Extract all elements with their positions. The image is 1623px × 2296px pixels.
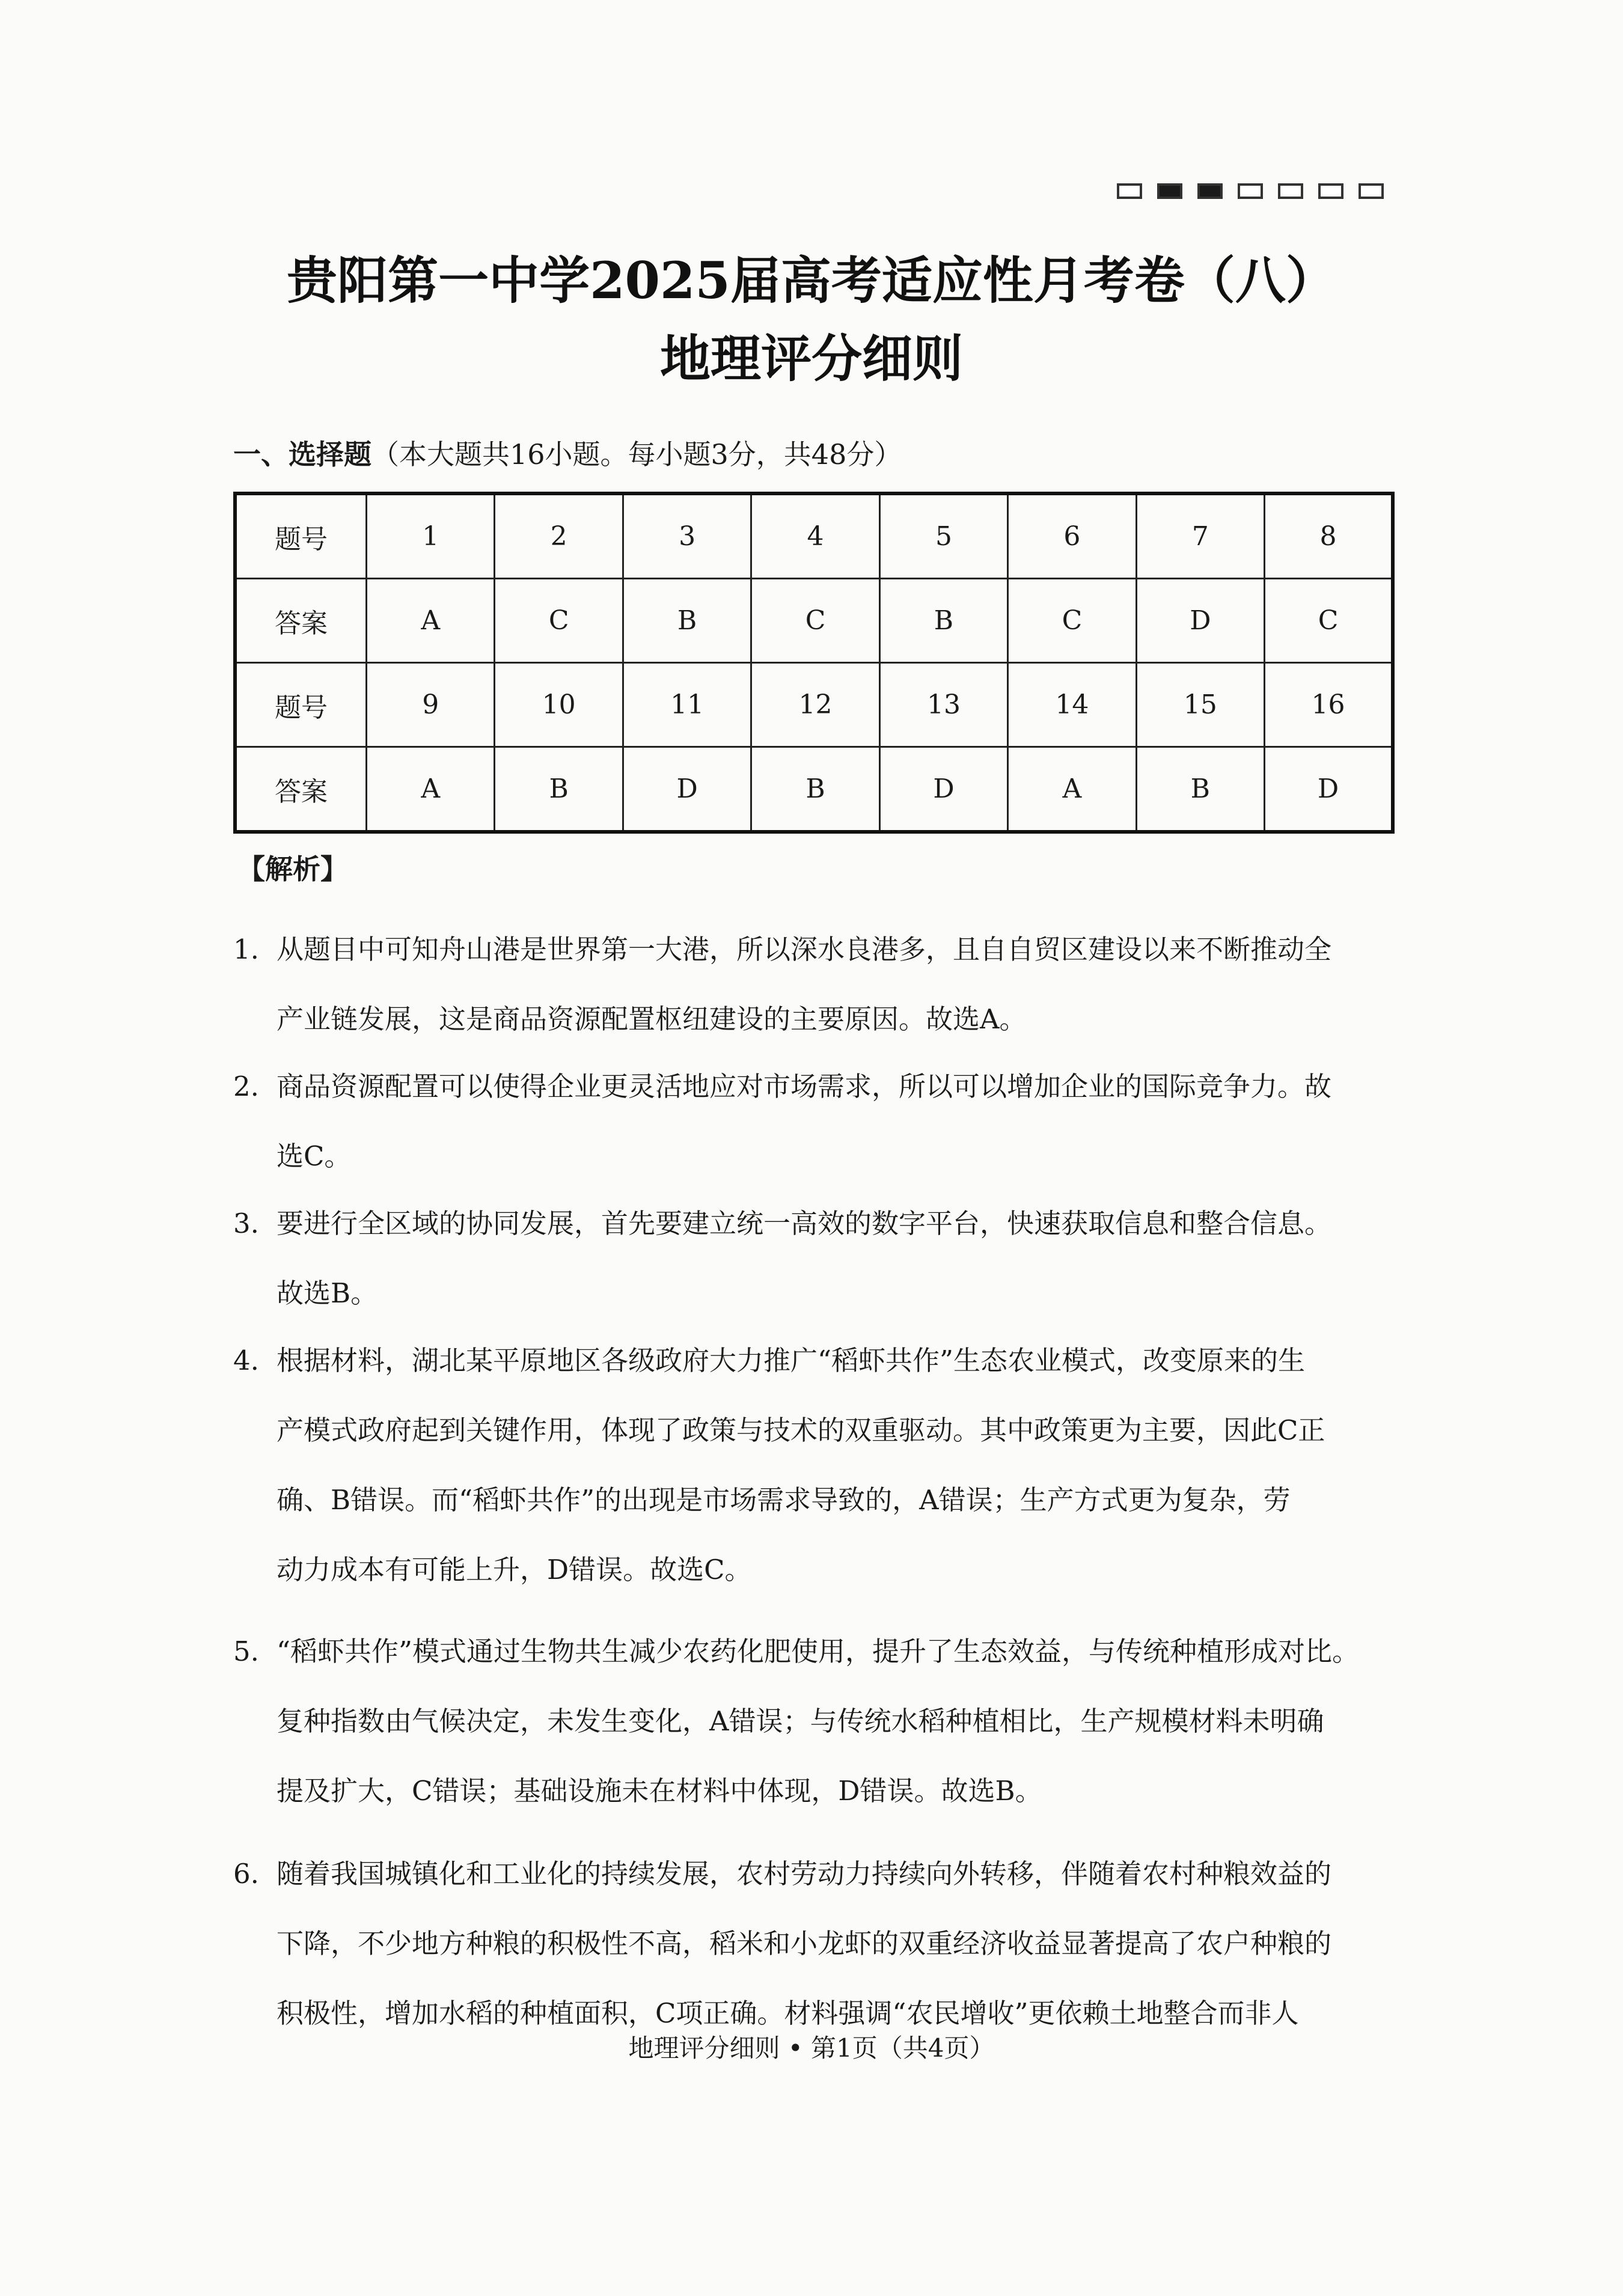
analysis-line bbox=[233, 1909, 1399, 1979]
table-cell: B bbox=[751, 747, 879, 832]
table-cell: 12 bbox=[751, 663, 879, 747]
analysis-text: 确、B错误。而“稻虾共作”的出现是市场需求导致的，A错误；生产方式更为复杂，劳 bbox=[277, 1484, 1291, 1516]
analysis-text: 产业链发展，这是商品资源配置枢纽建设的主要原因。故选A。 bbox=[277, 1003, 1027, 1035]
table-row-header: 答案 bbox=[235, 747, 367, 832]
page-indicator-square bbox=[1359, 183, 1384, 199]
page-indicator-square bbox=[1238, 183, 1263, 199]
analysis-line bbox=[233, 915, 1399, 985]
analysis-text: 提及扩大，C错误；基础设施未在材料中体现，D错误。故选B。 bbox=[277, 1775, 1042, 1807]
analysis-text: 要进行全区域的协同发展，首先要建立统一高效的数字平台，快速获取信息和整合信息。 bbox=[277, 1208, 1332, 1239]
answer-table bbox=[233, 492, 1395, 834]
table-row-header: 题号 bbox=[235, 493, 367, 579]
table-cell: 1 bbox=[367, 493, 495, 579]
analysis-text: 从题目中可知舟山港是世界第一大港，所以深水良港多，且自自贸区建设以来不断推动全 bbox=[277, 933, 1332, 965]
analysis-item bbox=[233, 1189, 1399, 1328]
analysis-text: 动力成本有可能上升，D错误。故选C。 bbox=[277, 1554, 752, 1586]
document-subtitle: 地理评分细则 bbox=[659, 329, 963, 388]
table-cell: A bbox=[1008, 747, 1136, 832]
page-indicator bbox=[1117, 183, 1384, 199]
table-cell: D bbox=[1136, 579, 1264, 663]
table-row-header: 题号 bbox=[235, 663, 367, 747]
page-indicator-square-filled bbox=[1197, 183, 1223, 199]
analysis-item bbox=[233, 1617, 1399, 1826]
analysis-item bbox=[233, 1839, 1399, 2048]
table-row bbox=[235, 493, 1393, 579]
item-number: 6. bbox=[233, 1858, 259, 1890]
analysis-line bbox=[233, 1839, 1399, 1909]
table-cell: C bbox=[495, 579, 623, 663]
analysis-text: 积极性，增加水稻的种植面积，C项正确。材料强调“农民增收”更依赖土地整合而非人 bbox=[277, 1997, 1299, 2029]
analysis-text: 根据材料，湖北某平原地区各级政府大力推广“稻虾共作”生态农业模式，改变原来的生 bbox=[277, 1345, 1306, 1376]
analysis-item bbox=[233, 1052, 1399, 1191]
table-cell: 2 bbox=[495, 493, 623, 579]
page-indicator-square bbox=[1278, 183, 1303, 199]
table-cell: 8 bbox=[1265, 493, 1393, 579]
table-cell: C bbox=[751, 579, 879, 663]
table-cell: 9 bbox=[367, 663, 495, 747]
table-cell: 15 bbox=[1136, 663, 1264, 747]
table-cell: A bbox=[367, 579, 495, 663]
table-cell: C bbox=[1265, 579, 1393, 663]
item-number: 3. bbox=[233, 1208, 259, 1239]
item-number: 2. bbox=[233, 1070, 259, 1102]
analysis-line bbox=[233, 1535, 1399, 1605]
table-cell: D bbox=[879, 747, 1007, 832]
analysis-text: 故选B。 bbox=[277, 1277, 378, 1309]
analysis-text: “稻虾共作”模式通过生物共生减少农药化肥使用，提升了生态效益，与传统种植形成对比。 bbox=[277, 1635, 1360, 1667]
table-cell: 3 bbox=[623, 493, 751, 579]
analysis-text: 下降，不少地方种粮的积极性不高，稻米和小龙虾的双重经济收益显著提高了农户种粮的 bbox=[277, 1928, 1332, 1959]
table-cell: 6 bbox=[1008, 493, 1136, 579]
analysis-line bbox=[233, 1687, 1399, 1756]
analysis-line bbox=[233, 1617, 1399, 1687]
table-cell: D bbox=[1265, 747, 1393, 832]
analysis-line bbox=[233, 1122, 1399, 1191]
analysis-line bbox=[233, 1259, 1399, 1328]
table-cell: 13 bbox=[879, 663, 1007, 747]
analysis-item bbox=[233, 1326, 1399, 1605]
analysis-line bbox=[233, 1465, 1399, 1535]
table-row-header: 答案 bbox=[235, 579, 367, 663]
table-cell: A bbox=[367, 747, 495, 832]
table-cell: 14 bbox=[1008, 663, 1136, 747]
table-cell: B bbox=[623, 579, 751, 663]
table-row bbox=[235, 579, 1393, 663]
table-cell: 11 bbox=[623, 663, 751, 747]
analysis-line bbox=[233, 1052, 1399, 1122]
analysis-line bbox=[233, 1326, 1399, 1396]
table-cell: 5 bbox=[879, 493, 1007, 579]
analysis-text: 选C。 bbox=[277, 1140, 352, 1172]
section-label: 一、选择题 bbox=[233, 438, 371, 471]
item-number: 4. bbox=[233, 1345, 259, 1376]
table-cell: B bbox=[1136, 747, 1264, 832]
table-cell: C bbox=[1008, 579, 1136, 663]
table-cell: 7 bbox=[1136, 493, 1264, 579]
analysis-item bbox=[233, 915, 1399, 1054]
page-indicator-square-filled bbox=[1157, 183, 1182, 199]
section-note: （本大题共16小题。每小题3分，共48分） bbox=[371, 438, 902, 471]
section-heading bbox=[233, 433, 902, 472]
table-cell: D bbox=[623, 747, 751, 832]
analysis-text: 随着我国城镇化和工业化的持续发展，农村劳动力持续向外转移，伴随着农村种粮效益的 bbox=[277, 1858, 1332, 1890]
analysis-text: 产模式政府起到关键作用，体现了政策与技术的双重驱动。其中政策更为主要，因此C正 bbox=[277, 1414, 1325, 1446]
table-cell: B bbox=[879, 579, 1007, 663]
exam-title: 贵阳第一中学2025届高考适应性月考卷（八） bbox=[287, 251, 1336, 310]
table-cell: B bbox=[495, 747, 623, 832]
analysis-line bbox=[233, 1396, 1399, 1465]
item-number: 5. bbox=[233, 1635, 259, 1667]
analysis-text: 商品资源配置可以使得企业更灵活地应对市场需求，所以可以增加企业的国际竞争力。故 bbox=[277, 1070, 1332, 1102]
page-footer: 地理评分细则 • 第1页（共4页） bbox=[628, 2033, 995, 2063]
page-indicator-square bbox=[1117, 183, 1142, 199]
table-cell: 16 bbox=[1265, 663, 1393, 747]
item-number: 1. bbox=[233, 933, 259, 965]
analysis-line bbox=[233, 1756, 1399, 1826]
table-cell: 10 bbox=[495, 663, 623, 747]
analysis-heading: 【解析】 bbox=[237, 853, 348, 885]
table-row bbox=[235, 663, 1393, 747]
page-indicator-square bbox=[1318, 183, 1343, 199]
table-cell: 4 bbox=[751, 493, 879, 579]
analysis-line bbox=[233, 985, 1399, 1054]
table-row bbox=[235, 747, 1393, 832]
analysis-line bbox=[233, 1189, 1399, 1259]
analysis-text: 复种指数由气候决定，未发生变化，A错误；与传统水稻种植相比，生产规模材料未明确 bbox=[277, 1705, 1324, 1737]
